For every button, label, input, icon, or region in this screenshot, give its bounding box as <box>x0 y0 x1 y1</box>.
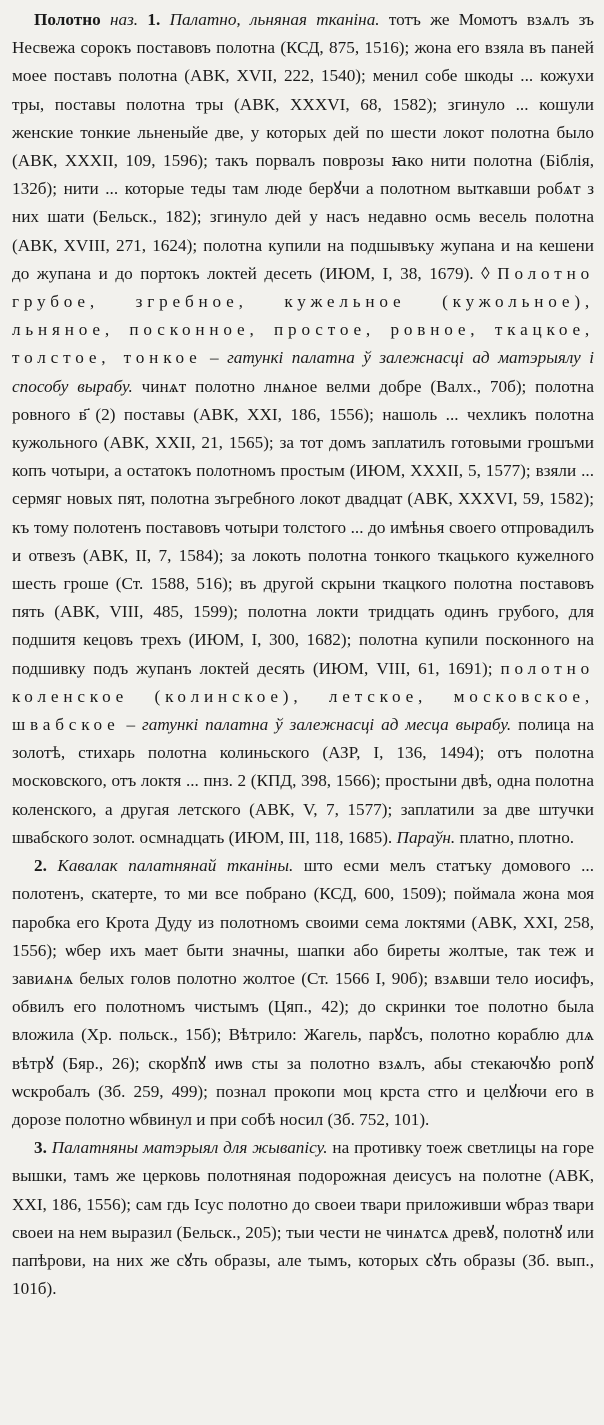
sense-1-citations-a: тотъ же Момотъ взѧлъ зъ Несвежа сорокъ поставовъ полотна (КСД, 875, 1516); жона его взяла въ паней моее поставъ полотна (АВК, XVII, 222, 1540); менил собе шкоды ... кожухи тры, поставы полотна тры (АВК, XXXVI, 68, 1582); згинуло ... кошули женские тонкие льненыйе две, у которых дей по шести локот полотна было (АВК, XXXII, 109, 1596); такъ порвалъ поврозы ꙗко нити полотна (Біблія, 132б); нити ... которые теды там люде берꙋчи а полотном выткавши робѧт з них шати (Бельск., 182); згинуло дей у насъ недавно осмь весель полотна (АВК, XVIII, 271, 1624); полотна купили на подшывъку жупана и на кешени до жупана и до портокъ локтей десеть (ИЮМ, I, 38, 1679). ◊ <box>12 10 595 283</box>
sense-2-definition: Кавалак палатнянай тканіны. <box>57 856 294 876</box>
sense-2-number: 2. <box>34 856 47 876</box>
headword: Полотно <box>34 10 101 29</box>
entry-sense-1 <box>12 6 594 852</box>
sense-1-gloss-origin: гатункі палатна ў залежнасці ад месца вырабу. <box>142 715 512 735</box>
sense-3-definition: Палатняны матэрыял для жывапісу. <box>51 1138 328 1158</box>
entry-sense-2 <box>12 852 594 1134</box>
parallel-text: платно, плотно. <box>455 827 575 847</box>
parallel-label: Параўн. <box>396 827 456 847</box>
sense-3-citations: на противку тоеж светлицы на горе вышки, тамъ же церковь полотняная подорожная деисусъ на полотне (АВК, XXI, 186, 1556); сам гдь Ісус полотно до своеи твари приложивши ѡбраз твари своеи на нем выразил (Бельск., 205); тыи чести не чинѧтсѧ древꙋ, полотнꙋ или папѣрови, на них же сꙋть образы, але тымъ, которых сꙋть образы (Зб. вып., 101б). <box>12 1138 595 1299</box>
sense-1-phrases-material: Полотно грубое, згребное, кужельное (кужольное), льняное, посконное, простое, ровное, ткацкое, толстое, тонкое <box>12 263 594 368</box>
entry-sense-3 <box>12 1134 594 1303</box>
sense-2-citations: што есми мелъ статъку домового ... полотенъ, скатерте, то ми все побрано (КСД, 600, 1509); поймала жона моя паробка его Крота Дуду из полотномъ своими сема локтями (АВК, XXI, 258, 1556); ѡбер ихъ мает быти значны, шапки або биреты жолтые, так теж и завиѧнѧ белых голов полотно жолтое (Ст. 1566 I, 90б); взѧвши тело иосифъ, обвилъ его полотномъ чистымъ (Цяп., 42); до скринки тое полотно была вложила (Хр. польск., 15б); Вѣтрило: Жагель, парꙋсъ, полотно кораблю длѧ вѣтрꙋ (Бяр., 26); скорꙋпꙋ иѡв сты за полотно взѧлъ, абы стекаючꙋю ропꙋ ѡскробалъ (Зб. 259, 499); познал прокопи моц крста стго и целꙋючи его в дорозе полотно ѡбвинул и при собѣ носил (Зб. 752, 101). <box>12 856 595 1129</box>
sense-3-number: 3. <box>34 1138 47 1158</box>
sense-1-citations-b: чинѧт полотно лнѧное велми добре (Валх., 70б); полотна ровного в҃ (2) поставы (АВК, XXI, 186, 1556); нашоль ... чехликъ полотна кужольного (АВК, XXII, 21, 1565); за тот домъ заплатилъ готовыми грошъми копъ чотыри, а остатокъ полотномъ простым (ИЮМ, XXXII, 5, 1577); взяли ... сермяг новых пят, полотна зъгребного локот двадцат (АВК, XXXVI, 59, 1582); къ тому полотенъ поставовъ чотыри толстого ... до имѣнья своего отпровадилъ и отвезъ (АВК, II, 7, 1584); за локоть полотна тонкого ткацького кужелного шесть гроше (Ст. 1588, 516); въ другой скрыни ткацкого полотна поставовъ пять (АВК, VIII, 485, 1599); полотна локти тридцать одинъ грубого, для подшитя кецовъ трехъ (ИЮМ, I, 300, 1682); полотна купили посконного на подшивку подъ жупанъ локтей десять (ИЮМ, VIII, 61, 1691); <box>12 376 594 678</box>
sense-1-gloss-material: гатункі палатна ў залежнасці ад матэрыялу і способу вырабу. <box>12 348 594 396</box>
sense-1-dash-b: – <box>119 715 143 735</box>
sense-1-citations-c: полица на золотѣ, стихарь полотна колиньского (АЗР, I, 136, 1494); отъ полотна московского, отъ локтя ... пнз. 2 (КПД, 398, 1566); простыни двѣ, одна полотна коленского, а другая летского (АВК, V, 7, 1577); заплатили за две штучки швабского золот. осмнадцать (ИЮМ, III, 118, 1685). <box>12 715 594 847</box>
sense-1-number: 1. <box>147 10 161 29</box>
sense-1-definition: Палатно, льняная тканіна. <box>169 10 380 29</box>
sense-1-dash-a: – <box>201 348 228 368</box>
part-of-speech: наз. <box>109 10 139 29</box>
sense-1-phrases-origin: полотно коленское (колинское), летское, московское, швабское <box>12 658 594 735</box>
